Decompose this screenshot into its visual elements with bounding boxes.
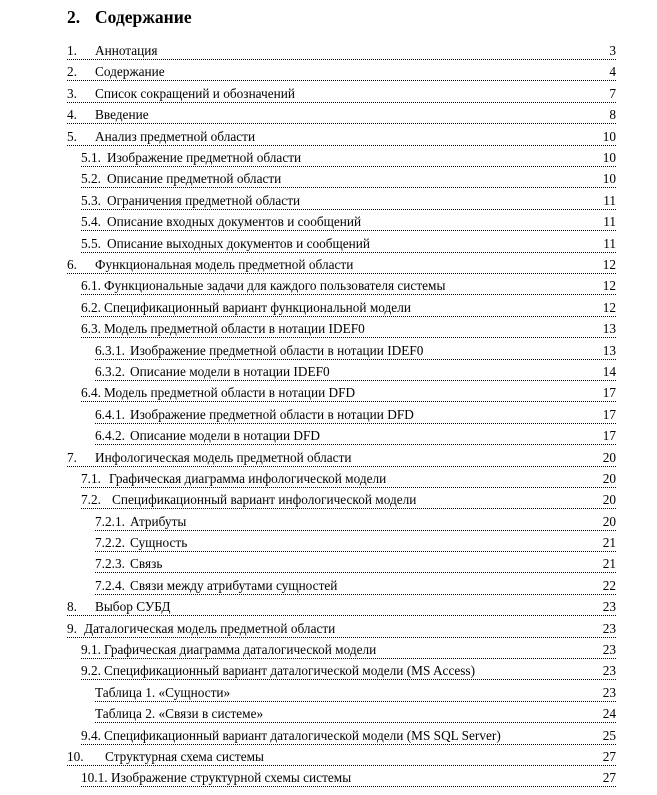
toc-entry[interactable]: [67, 107, 616, 124]
toc-entry-title: Анализ предметной области: [95, 129, 256, 144]
toc-entry-title: Таблица 1. «Сущности»: [95, 685, 231, 700]
toc-entry-title: Введение: [95, 107, 149, 122]
toc-entry-title: Спецификационный вариант функциональной модели: [104, 300, 411, 315]
toc-entry[interactable]: [81, 278, 616, 295]
toc-entry-lead: [67, 257, 353, 273]
toc-entry-title: Спецификационный вариант инфологической модели: [112, 492, 417, 507]
toc-entry-lead: [67, 107, 149, 123]
toc-entry-lead: [81, 471, 386, 487]
toc-entry-lead: [67, 599, 171, 615]
toc-entry-title: Связи между атрибутами сущностей: [130, 578, 338, 593]
toc-entry-title: Аннотация: [95, 43, 158, 58]
toc-entry-title: Модель предметной области в нотации IDEF0: [104, 321, 365, 336]
toc-entry-title: Сущность: [130, 535, 188, 550]
toc-entry-title: Графическая диаграмма инфологической модели: [109, 471, 387, 486]
toc-entry-lead: [81, 278, 445, 294]
toc-entry-page-number: 8: [605, 107, 616, 123]
toc-entry-number: 6.4.: [81, 385, 101, 400]
toc-entry-lead: [67, 749, 264, 765]
toc-entry-title: Описание модели в нотации IDEF0: [130, 364, 330, 379]
toc-entry-lead: [95, 556, 162, 572]
toc-entry-page-number: 14: [599, 364, 616, 380]
toc-entry-lead: [81, 321, 365, 337]
toc-entry[interactable]: [81, 300, 616, 317]
toc-entry-number: 9.2.: [81, 663, 101, 678]
toc-entry-number: 7.2.2.: [95, 535, 125, 550]
toc-entry-number: 7.2.3.: [95, 556, 125, 571]
toc-entry-lead: [95, 343, 423, 359]
toc-entry-lead: [95, 578, 337, 594]
toc-entry-lead: [95, 407, 414, 423]
toc-entry-title: Описание выходных документов и сообщений: [107, 236, 371, 251]
toc-entry[interactable]: [81, 471, 616, 488]
toc-entry-lead: [81, 214, 361, 230]
toc-entry-number: 7.2.4.: [95, 578, 125, 593]
toc-entry[interactable]: [95, 706, 616, 723]
toc-entry[interactable]: [81, 150, 616, 167]
toc-entry[interactable]: [81, 193, 616, 210]
toc-entry-page-number: 24: [599, 706, 616, 722]
toc-entry-title: Связь: [130, 556, 163, 571]
toc-entry-title: Список сокращений и обозначений: [95, 86, 295, 101]
toc-entry-title: Изображение предметной области в нотации DFD: [130, 407, 414, 422]
toc-entry-lead: [95, 706, 263, 722]
toc-entry-page-number: 11: [599, 236, 616, 252]
toc-entry[interactable]: [95, 407, 616, 424]
toc-entry-lead: [67, 64, 165, 80]
toc-entry-page-number: 25: [599, 728, 616, 744]
toc-entry-lead: [67, 43, 158, 59]
toc-entry[interactable]: [95, 428, 616, 445]
toc-entry-number: 2.: [67, 64, 77, 79]
toc-entry[interactable]: [67, 450, 616, 467]
toc-entry-page-number: 20: [599, 492, 616, 508]
toc-entry[interactable]: [67, 621, 616, 638]
toc-entry-number: 6.3.2.: [95, 364, 125, 379]
toc-entry-title: Графическая диаграмма даталогической модели: [104, 642, 377, 657]
section-heading-number: 2.: [67, 7, 81, 27]
toc-entry-title: Функциональная модель предметной области: [95, 257, 354, 272]
toc-entry-page-number: 10: [599, 129, 616, 145]
toc-entry-title: Спецификационный вариант даталогической модели (MS Access): [104, 663, 476, 678]
toc-entry-lead: [81, 171, 281, 187]
toc-entry-lead: [95, 535, 187, 551]
toc-entry-lead: [81, 642, 376, 658]
toc-entry[interactable]: [81, 171, 616, 188]
toc-entry-page-number: 11: [599, 214, 616, 230]
toc-entry-number: 3.: [67, 86, 77, 101]
toc-entry[interactable]: [81, 728, 616, 745]
toc-entry[interactable]: [95, 578, 616, 595]
toc-entry-lead: [81, 193, 300, 209]
toc-entry-page-number: 23: [599, 685, 616, 701]
toc-entry-page-number: 11: [599, 193, 616, 209]
toc-entry-number: 5.4.: [81, 214, 101, 229]
toc-entry[interactable]: [67, 129, 616, 146]
toc-entry-page-number: 23: [599, 621, 616, 637]
toc-entry[interactable]: [81, 385, 616, 402]
toc-entry-lead: [81, 663, 475, 679]
toc-entry[interactable]: [81, 642, 616, 659]
toc-entry-number: 8.: [67, 599, 77, 614]
toc-entry-title: Описание предметной области: [107, 171, 282, 186]
toc-entry-title: Модель предметной области в нотации DFD: [104, 385, 356, 400]
toc-entry-lead: [81, 728, 501, 744]
toc-entry-number: 5.2.: [81, 171, 101, 186]
toc-entry-page-number: 13: [599, 343, 616, 359]
toc-entry-number: 9.4.: [81, 728, 101, 743]
toc-entry-title: Ограничения предметной области: [107, 193, 301, 208]
toc-entry[interactable]: [81, 492, 616, 509]
toc-entry[interactable]: [95, 343, 616, 360]
toc-entry-number: 7.2.1.: [95, 514, 125, 529]
toc-entry-page-number: 23: [599, 663, 616, 679]
toc-entry-title: Описание входных документов и сообщений: [107, 214, 362, 229]
toc-entry-lead: [81, 150, 301, 166]
toc-entry[interactable]: [67, 86, 616, 103]
toc-entry-page-number: 20: [599, 450, 616, 466]
toc-entry-page-number: 7: [605, 86, 616, 102]
toc-entry-number: 5.1.: [81, 150, 101, 165]
toc-entry-number: 9.: [67, 621, 77, 636]
toc-entry-lead: [81, 385, 355, 401]
toc-entry-title: Описание модели в нотации DFD: [130, 428, 321, 443]
toc-entry-number: 6.3.: [81, 321, 101, 336]
toc-entry-page-number: 13: [599, 321, 616, 337]
toc-entry-number: 9.1.: [81, 642, 101, 657]
toc-entry-lead: [95, 428, 320, 444]
toc-entry-page-number: 27: [599, 770, 616, 786]
toc-entry-title: Атрибуты: [130, 514, 187, 529]
toc-entry[interactable]: [95, 364, 616, 381]
toc-entry-number: 7.1.: [81, 471, 101, 486]
toc-entry[interactable]: [67, 749, 616, 766]
toc-entry-page-number: 17: [599, 385, 616, 401]
toc-entry-lead: [81, 492, 416, 508]
toc-entry[interactable]: [81, 770, 616, 787]
toc-entry-lead: [67, 86, 295, 102]
toc-entry-number: 4.: [67, 107, 77, 122]
toc-entry-number: 5.: [67, 129, 77, 144]
toc-entry-number: 5.3.: [81, 193, 101, 208]
toc-entry-number: 6.: [67, 257, 77, 272]
toc-entry[interactable]: [81, 321, 616, 338]
toc-entry-page-number: 10: [599, 171, 616, 187]
toc-entry[interactable]: [95, 535, 616, 552]
toc-entry-title: Даталогическая модель предметной области: [84, 621, 336, 636]
toc-entry-page-number: 12: [599, 300, 616, 316]
toc-entry-title: Спецификационный вариант даталогической модели (MS SQL Server): [104, 728, 501, 743]
toc-entry-page-number: 27: [599, 749, 616, 765]
toc-entry-page-number: 12: [599, 257, 616, 273]
toc-entry-page-number: 3: [605, 43, 616, 59]
toc-entry[interactable]: [67, 599, 616, 616]
toc-entry[interactable]: [81, 663, 616, 680]
toc-entry-page-number: 10: [599, 150, 616, 166]
toc-entry[interactable]: [95, 514, 616, 531]
toc-entry[interactable]: [81, 236, 616, 253]
toc-entry[interactable]: [81, 214, 616, 231]
toc-entry-title: Таблица 2. «Связи в системе»: [95, 706, 264, 721]
toc-entry-title: Структурная схема системы: [105, 749, 264, 764]
toc-entry-lead: [95, 685, 230, 701]
toc-entry-number: 6.4.1.: [95, 407, 125, 422]
toc-entry-number: 7.: [67, 450, 77, 465]
toc-entry-title: Функциональные задачи для каждого пользователя системы: [104, 278, 446, 293]
toc-entry-page-number: 22: [599, 578, 616, 594]
toc-entry-page-number: 17: [599, 428, 616, 444]
toc-entry-lead: [81, 300, 411, 316]
toc-entry-number: 6.3.1.: [95, 343, 125, 358]
toc-entry-number: 10.1.: [81, 770, 108, 785]
toc-entry-page-number: 23: [599, 599, 616, 615]
toc-entry-title: Инфологическая модель предметной области: [95, 450, 352, 465]
toc-entry[interactable]: [95, 685, 616, 702]
toc-entry-number: 6.2.: [81, 300, 101, 315]
toc-entry[interactable]: [67, 257, 616, 274]
toc-entry-page-number: 4: [605, 64, 616, 80]
toc-entry-lead: [67, 621, 335, 637]
toc-entry-lead: [67, 129, 255, 145]
toc-entry-page-number: 20: [599, 471, 616, 487]
toc-entry-page-number: 12: [599, 278, 616, 294]
toc-entry-number: 6.4.2.: [95, 428, 125, 443]
toc-entry-title: Изображение структурной схемы системы: [111, 770, 352, 785]
toc-entry-title: Содержание: [95, 64, 165, 79]
toc-entry-page-number: 17: [599, 407, 616, 423]
toc-entry-page-number: 20: [599, 514, 616, 530]
toc-entry-page-number: 21: [599, 535, 616, 551]
toc-entry-lead: [95, 364, 330, 380]
toc-entry-lead: [67, 450, 352, 466]
section-heading-title: Содержание: [95, 7, 192, 27]
toc-entry-number: 1.: [67, 43, 77, 58]
toc-entry-lead: [95, 514, 186, 530]
toc-entry-number: 6.1.: [81, 278, 101, 293]
toc-entry[interactable]: [67, 64, 616, 81]
toc-entry-lead: [81, 236, 370, 252]
toc-entry-number: 5.5.: [81, 236, 101, 251]
toc-entry-title: Выбор СУБД: [95, 599, 171, 614]
toc-entry-lead: [81, 770, 351, 786]
toc-entry-title: Изображение предметной области в нотации IDEF0: [130, 343, 424, 358]
toc-entry-number: 7.2.: [81, 492, 101, 507]
toc-entry[interactable]: [67, 43, 616, 60]
toc-entry-title: Изображение предметной области: [107, 150, 302, 165]
toc-entry-page-number: 23: [599, 642, 616, 658]
toc-entry-number: 10.: [67, 749, 84, 764]
toc-entry-page-number: 21: [599, 556, 616, 572]
toc-entry[interactable]: [95, 556, 616, 573]
